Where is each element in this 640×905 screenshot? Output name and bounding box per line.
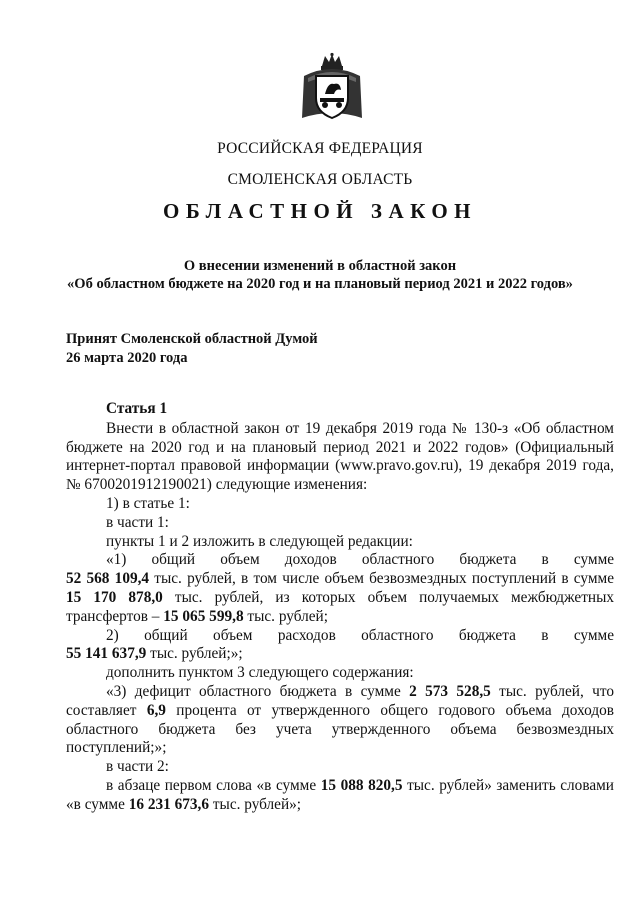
coat-of-arms-icon [298,52,366,124]
body-line: областного бюджета без учета утвержденного объема безвозмездных [66,720,615,738]
body-line: «в сумме 16 231 673,6 тыс. рублей»; [66,795,302,813]
body-line: 52 568 109,4 тыс. рублей, в том числе объем безвозмездных поступлений в сумме [66,570,614,588]
budget-amount: 15 088 820,5 [320,776,403,794]
body-line: № 6700201912190021) следующие изменения: [66,476,368,494]
body-line: 2) общий объем расходов областного бюджета в сумме [106,626,615,644]
region-heading: СМОЛЕНСКАЯ ОБЛАСТЬ [227,171,413,188]
body-line: «3) дефицит областного бюджета в сумме 2 573 528,5 тыс. рублей, что [106,682,614,700]
body-line: в части 2: [106,758,169,776]
body-line: Внести в областной закон от 19 декабря 2019 года № 130-з «Об областном [106,419,614,437]
adoption-date: 26 марта 2020 года [66,350,188,366]
law-subject-line-2: «Об областном бюджете на 2020 год и на плановый период 2021 и 2022 годов» [67,276,573,292]
body-line: дополнить пунктом 3 следующего содержания: [106,664,414,682]
body-line: «1) общий объем доходов областного бюджета в сумме [106,551,615,569]
body-line: бюджете на 2020 год и на плановый период 2021 и 2022 годов» (Официальный [66,438,614,456]
body-line: составляет 6,9 процента от утвержденного общего годового объема доходов [66,701,615,719]
budget-amount: 15 170 878,0 [66,588,163,606]
document-body [66,400,614,815]
budget-amount: 15 065 599,8 [163,607,244,625]
budget-amount: 16 231 673,6 [128,795,210,813]
body-line: в части 1: [106,513,169,531]
document-type-title: ОБЛАСТНОЙ ЗАКОН [162,199,477,223]
body-line: поступлений;»; [66,739,167,757]
body-line: пункты 1 и 2 изложить в следующей редакции: [106,532,413,550]
budget-amount: 2 573 528,5 [409,682,491,700]
federation-heading: РОССИЙСКАЯ ФЕДЕРАЦИЯ [217,140,423,157]
adoption-body: Принят Смоленской областной Думой [66,331,318,347]
body-line: 15 170 878,0 тыс. рублей, из которых объем получаемых межбюджетных [66,588,615,606]
body-line: трансфертов – 15 065 599,8 тыс. рублей; [66,607,328,625]
budget-amount: 55 141 637,9 [66,645,147,663]
body-line: 55 141 637,9 тыс. рублей;»; [66,645,243,663]
article-title: Статья 1 [106,400,168,417]
body-line: в абзаце первом слова «в сумме 15 088 820,5 тыс. рублей» заменить словами [106,776,614,794]
law-subject-line-1: О внесении изменений в областной закон [183,258,457,274]
body-line: интернет-портал правовой информации (www.pravo.gov.ru), 19 декабря 2019 года, [66,457,614,475]
budget-amount: 6,9 [146,701,166,719]
budget-amount: 52 568 109,4 [66,570,150,588]
body-line: 1) в статье 1: [106,494,190,512]
